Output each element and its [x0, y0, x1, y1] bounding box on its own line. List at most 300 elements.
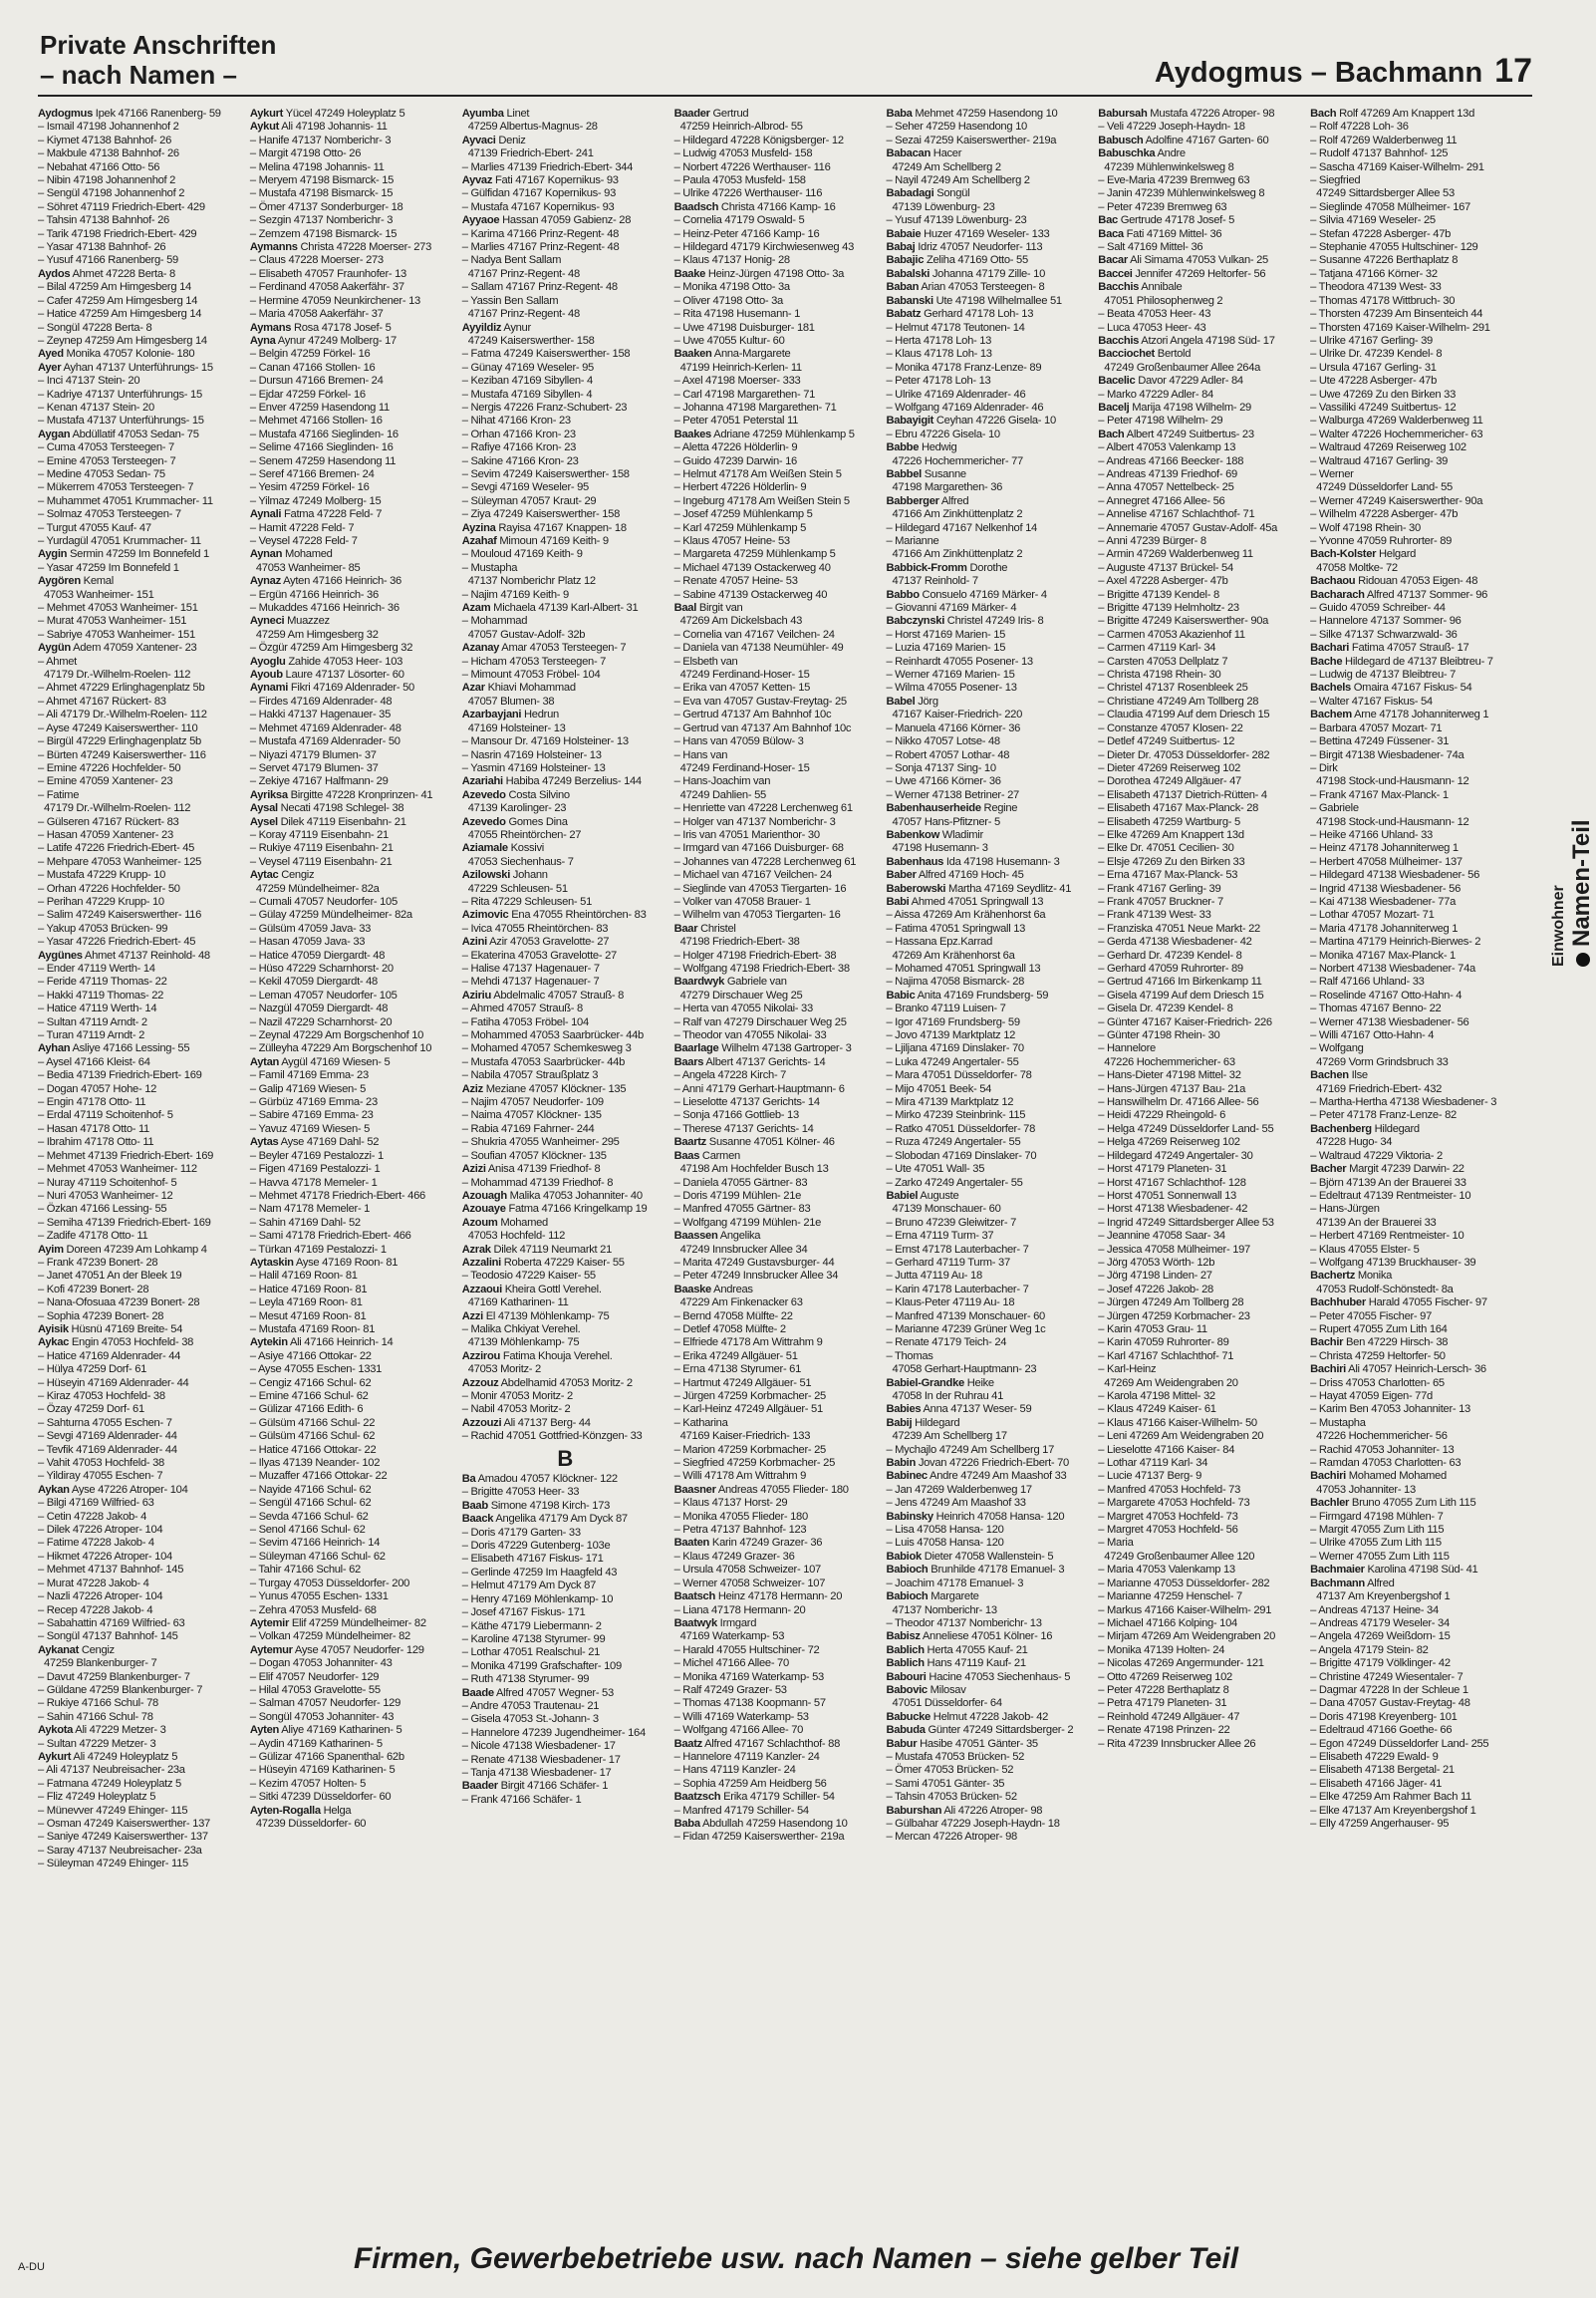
page-header-left [40, 30, 276, 90]
directory-entry: – Erna 47119 Turm- 37 [886, 1230, 994, 1243]
directory-surname-entry: Baarlage Wilhelm 47138 Gartroper- 3 [673, 1042, 852, 1055]
surname: Babatz [886, 308, 922, 321]
directory-entry: – Jessica 47058 Mülheimer- 197 [1098, 1243, 1250, 1256]
directory-entry: – Sahin 47169 Dahl- 52 [249, 1216, 361, 1229]
surname: Bac [1098, 214, 1118, 227]
directory-entry: – Fatmana 47249 Holeyplatz 5 [38, 1777, 181, 1790]
directory-entry: – Herbert 47169 Rentmeister- 10 [1310, 1230, 1464, 1243]
directory-entry: – Inci 47137 Stein- 20 [38, 375, 140, 388]
directory-entry: – Hildegard 47167 Nelkenhof 14 [886, 521, 1037, 534]
directory-entry: – Hans-Dieter 47198 Mittel- 32 [1098, 1069, 1241, 1082]
directory-entry: – Herta 47178 Loh- 13 [886, 334, 992, 347]
directory-entry: – Margareta 47259 Mühlenkamp 5 [673, 548, 836, 561]
directory-entry: – Margret 47053 Hochfeld- 56 [1098, 1524, 1238, 1537]
directory-entry: – Vassiliki 47249 Suitbertus- 12 [1310, 401, 1457, 414]
directory-entry: 47249 Innsbrucker Allee 34 [679, 1243, 808, 1256]
directory-surname-entry: Baatsch Heinz 47178 Hermann- 20 [673, 1590, 843, 1603]
directory-surname-entry: Aykut Ali 47198 Johannis- 11 [249, 121, 388, 134]
directory-surname-entry: Bachem Arne 47178 Johanniterweg 1 [1310, 709, 1489, 721]
directory-entry: – Kofi 47239 Bonert- 28 [38, 1283, 149, 1295]
directory-entry: – Nergis 47226 Franz-Schubert- 23 [461, 401, 628, 414]
directory-surname-entry: Babaj Idriz 47057 Neudorfer- 113 [886, 241, 1043, 254]
directory-entry: – Maria [1098, 1537, 1134, 1550]
directory-entry: – Willi 47178 Am Wittrahm 9 [673, 1470, 806, 1483]
directory-entry: – Margit 47055 Zum Lith 115 [1310, 1524, 1445, 1537]
directory-entry: – Figen 47169 Pestalozzi- 1 [249, 1163, 381, 1176]
directory-surname-entry: Bach-Kolster Helgard [1310, 548, 1417, 561]
directory-entry: – Yasar 47226 Friedrich-Ebert- 45 [38, 936, 196, 949]
directory-entry: – Iris van 47051 Marienthor- 30 [673, 828, 820, 841]
directory-entry: – Hans-Jürgen 47137 Bau- 21a [1098, 1082, 1246, 1095]
directory-entry: – Detlef 47249 Suitbertus- 12 [1098, 735, 1235, 748]
surname: Aynaz [249, 575, 281, 588]
directory-surname-entry: Bacelj Marija 47198 Wilhelm- 29 [1098, 401, 1251, 414]
directory-entry: – Karin 47059 Ruhrorter- 89 [1098, 1336, 1229, 1349]
directory-entry: 47057 Hans-Pfitzner- 5 [892, 815, 1000, 828]
directory-entry: – Sieglinde 47058 Mülheimer- 167 [1310, 200, 1470, 213]
directory-entry: – Aysel 47166 Kleist- 64 [38, 1055, 150, 1068]
directory-entry: – Gerlinde 47259 Im Haagfeld 43 [461, 1566, 618, 1579]
directory-entry: – Hakki 47137 Hagenauer- 35 [249, 709, 392, 721]
directory-surname-entry: Baccei Jennifer 47269 Heltorfer- 56 [1098, 267, 1266, 280]
directory-entry: – Münevver 47249 Ehinger- 115 [38, 1804, 188, 1817]
directory-entry: – Dirk [1310, 761, 1338, 774]
directory-entry: – Mehmet 47139 Friedrich-Ebert- 169 [38, 1149, 214, 1162]
directory-entry: – Kai 47138 Wiesbadener- 77a [1310, 895, 1456, 908]
surname: Azanay [461, 642, 500, 655]
directory-entry: – Petra 47137 Bahnhof- 123 [673, 1524, 807, 1537]
directory-entry: – Wolfgang 47139 Bruckhauser- 39 [1310, 1256, 1476, 1269]
surname: Bachenberg [1310, 1122, 1372, 1135]
directory-entry: – Wolfgang 47169 Aldenrader- 46 [886, 401, 1044, 414]
directory-surname-entry: Aykurt Yücel 47249 Holeyplatz 5 [249, 108, 405, 120]
directory-entry: – Melina 47198 Johannis- 11 [249, 160, 385, 173]
directory-entry: – Margit 47198 Otto- 26 [249, 147, 362, 160]
directory-entry: – Johannes van 47228 Lerchenweg 61 [673, 855, 857, 868]
directory-entry: – Guido 47059 Schreiber- 44 [1310, 602, 1446, 615]
directory-entry: – Annegret 47166 Allee- 56 [1098, 494, 1225, 507]
directory-entry: – Elisabeth 47259 Wartburg- 5 [1098, 815, 1240, 828]
directory-entry: – Christa 47198 Rhein- 30 [1098, 669, 1221, 682]
directory-entry: – Ahmed 47057 Strauß- 8 [461, 1003, 583, 1015]
directory-entry: – Liana 47178 Hermann- 20 [673, 1603, 806, 1616]
directory-entry: – Renate 47138 Wiesbadener- 17 [461, 1753, 621, 1766]
directory-entry: 47239 Mühlenwinkelsweg 8 [1104, 160, 1234, 173]
directory-entry: 47239 Am Schellberg 17 [892, 1430, 1007, 1443]
directory-entry: – Birgül 47229 Erlinghagenplatz 5b [38, 735, 201, 748]
surname: Ayten [249, 1724, 280, 1737]
directory-entry: – Gülizar 47166 Edith- 6 [249, 1403, 364, 1416]
directory-entry: – Firdes 47169 Aldenrader- 48 [249, 695, 393, 708]
directory-surname-entry: Baba Mehmet 47259 Hasendong 10 [886, 108, 1058, 120]
directory-surname-entry: Babuschka Andre [1098, 147, 1186, 160]
directory-entry: – Ekaterina 47053 Gravelotte- 27 [461, 949, 617, 962]
directory-surname-entry: Aziriu Abdelmalic 47057 Strauß- 8 [461, 989, 625, 1002]
directory-entry: – Jens 47249 Am Maashof 33 [886, 1497, 1026, 1510]
directory-entry: – Josef 47167 Fiskus- 171 [461, 1606, 586, 1619]
directory-entry: – Meryem 47198 Bismarck- 15 [249, 174, 395, 187]
directory-entry: – Luka 47249 Angertaler- 55 [886, 1055, 1019, 1068]
directory-entry: – Söhret 47119 Friedrich-Ebert- 429 [38, 200, 205, 213]
surname: Baatsch [673, 1590, 716, 1603]
directory-entry: 47269 Vorm Grindsbruch 33 [1316, 1055, 1449, 1068]
directory-entry: – Elif 47057 Neudorfer- 129 [249, 1670, 380, 1683]
surname: Baaten [673, 1537, 710, 1550]
directory-surname-entry: Baack Angelika 47179 Am Dyck 87 [461, 1513, 628, 1526]
directory-entry: – Jeannine 47058 Saar- 34 [1098, 1230, 1225, 1243]
directory-entry: – Nicolas 47269 Angermunder- 121 [1098, 1657, 1264, 1670]
directory-entry: – Ulrike 47169 Aldenrader- 46 [886, 388, 1026, 401]
directory-surname-entry: Bach Rolf 47269 Am Knappert 13d [1310, 108, 1475, 120]
directory-entry: – Nebahat 47166 Otto- 56 [38, 160, 160, 173]
surname: Aysal [249, 802, 278, 815]
directory-entry: – Hildegard 47228 Königsberger- 12 [673, 134, 844, 146]
directory-surname-entry: Babur Hasibe 47051 Gänter- 35 [886, 1737, 1038, 1750]
directory-surname-entry: Aytac Cengiz [249, 869, 315, 882]
directory-entry: – Murat 47228 Jakob- 4 [38, 1577, 149, 1589]
directory-surname-entry: Azar Khiavi Mohammad [461, 682, 576, 695]
directory-entry: – Erdal 47119 Schoitenhof- 5 [38, 1109, 173, 1122]
surname: Babovic [886, 1683, 928, 1696]
surname: Aykut [249, 121, 280, 134]
directory-entry: – Uwe 47269 Zu den Birken 33 [1310, 388, 1456, 401]
directory-surname-entry: Babij Hildegard [886, 1416, 960, 1429]
directory-entry: – Mustapha [1310, 1416, 1366, 1429]
directory-entry: – Holger van 47137 Nomberichr- 3 [673, 815, 836, 828]
surname: Ayoub [249, 669, 283, 682]
directory-entry: – Orhan 47226 Hochfelder- 50 [38, 882, 180, 895]
directory-surname-entry: Babic Anita 47169 Frundsberg- 59 [886, 989, 1049, 1002]
directory-entry: – Franziska 47051 Neue Markt- 22 [1098, 922, 1260, 935]
directory-surname-entry: Baaken Anna-Margarete [673, 348, 791, 361]
directory-surname-entry: Ayer Ayhan 47137 Unterführungs- 15 [38, 361, 213, 374]
directory-entry: – Björn 47139 An der Brauerei 33 [1310, 1176, 1466, 1189]
directory-entry: – Bilgi 47169 Wilfried- 63 [38, 1497, 154, 1510]
directory-entry: – Zeynal 47229 Am Borgschenhof 10 [249, 1029, 424, 1042]
directory-entry: – Oliver 47198 Otto- 3a [673, 294, 783, 307]
surname: Baas [673, 1149, 700, 1162]
side-tab [1540, 777, 1595, 977]
directory-entry: – Lothar 47051 Realschul- 21 [461, 1646, 601, 1659]
directory-entry: – Yasar 47138 Bahnhof- 26 [38, 241, 166, 254]
directory-entry: – Turgut 47055 Kauf- 47 [38, 521, 151, 534]
directory-entry: – Mijo 47051 Beek- 54 [886, 1082, 992, 1095]
surname: Ayed [38, 348, 64, 361]
directory-surname-entry: Bachen Ilse [1310, 1069, 1368, 1082]
directory-entry: 47053 Wanheimer- 85 [255, 561, 361, 574]
directory-entry: – Mehmet 47053 Wanheimer- 112 [38, 1163, 197, 1176]
surname: Bacher [1310, 1163, 1347, 1176]
directory-entry: – Hicham 47053 Tersteegen- 7 [461, 655, 607, 668]
surname: Bachir [1310, 1336, 1344, 1349]
surname: Babiel-Grandke [886, 1376, 964, 1389]
directory-entry: – Frank 47167 Gerling- 39 [1098, 882, 1221, 895]
surname: Baader [461, 1780, 498, 1793]
directory-entry: – Ivica 47055 Rheintörchen- 83 [461, 922, 609, 935]
directory-entry: – Erika van 47057 Ketten- 15 [673, 682, 811, 695]
surname: Aygin [38, 548, 68, 561]
directory-entry: – Dana 47057 Gustav-Freytag- 48 [1310, 1697, 1470, 1710]
surname: Bablich [886, 1643, 925, 1656]
directory-entry: – Nabil 47053 Moritz- 2 [461, 1403, 571, 1416]
directory-column [1098, 108, 1310, 2230]
directory-surname-entry: Baake Heinz-Jürgen 47198 Otto- 3a [673, 267, 845, 280]
directory-entry: – Nasrin 47169 Holsteiner- 13 [461, 748, 602, 761]
directory-entry: – Karola 47198 Mittel- 32 [1098, 1390, 1215, 1402]
surname: Bache [1310, 655, 1343, 668]
directory-entry: – Mehmet 47178 Friedrich-Ebert- 466 [249, 1189, 425, 1202]
directory-entry: – Seher 47259 Hasendong 10 [886, 121, 1027, 134]
directory-entry: – Süleyman 47166 Schul- 62 [249, 1550, 386, 1563]
surname: Babanski [886, 294, 933, 307]
directory-entry: – Henry 47169 Möhlenkamp- 10 [461, 1592, 614, 1605]
directory-entry: – Frank 47166 Schäfer- 1 [461, 1793, 582, 1806]
directory-entry: – Shukria 47055 Wanheimer- 295 [461, 1136, 620, 1149]
directory-entry: – Rolf 47228 Loh- 36 [1310, 121, 1409, 134]
directory-entry: – Maria 47178 Johanniterweg 1 [1310, 922, 1459, 935]
directory-entry: – Armin 47269 Walderbenweg 11 [1098, 548, 1253, 561]
surname: Aymans [249, 321, 292, 334]
directory-entry: 47249 Am Schellberg 2 [892, 160, 1001, 173]
directory-entry: – Elsje 47269 Zu den Birken 33 [1098, 855, 1245, 868]
surname: Baccei [1098, 267, 1133, 280]
directory-entry: – Sabahattin 47169 Wilfried- 63 [38, 1616, 185, 1629]
directory-surname-entry: Aziz Meziane 47057 Klöckner- 135 [461, 1082, 627, 1095]
directory-entry: – Ulrike 47055 Zum Lith 115 [1310, 1537, 1442, 1550]
directory-entry: – Peter 47228 Berthaplatz 8 [1098, 1683, 1229, 1696]
surname: Azizi [461, 1163, 486, 1176]
directory-entry: – Elke 47137 Am Kreyenbergshof 1 [1310, 1804, 1476, 1817]
directory-surname-entry: Bacher Margit 47239 Darwin- 22 [1310, 1163, 1464, 1176]
directory-entry: – Erna 47167 Max-Planck- 53 [1098, 869, 1238, 882]
surname: Aytemur [249, 1643, 293, 1656]
directory-surname-entry: Babayigit Ceyhan 47226 Gisela- 10 [886, 415, 1056, 428]
directory-entry: – Thomas 47167 Benno- 22 [1310, 1003, 1442, 1015]
surname: Aytemir [249, 1616, 290, 1629]
directory-entry: – Wolfgang [1310, 1042, 1364, 1055]
surname: Baba [673, 1818, 700, 1830]
directory-surname-entry: Aydogmus Ipek 47166 Ranenberg- 59 [38, 108, 221, 120]
directory-entry: 47229 Am Finkenacker 63 [679, 1296, 803, 1309]
directory-entry: – Andreas 47137 Heine- 34 [1310, 1603, 1439, 1616]
directory-entry: – Sascha 47169 Kaiser-Wilhelm- 291 [1310, 160, 1484, 173]
directory-entry: – Wolfgang 47198 Friedrich-Ebert- 38 [673, 963, 850, 975]
directory-entry: – Sonja 47137 Sing- 10 [886, 761, 996, 774]
directory-entry: – Kezim 47057 Holten- 5 [249, 1777, 367, 1790]
directory-entry: 47249 Großenbaumer Allee 120 [1104, 1550, 1255, 1563]
surname: Baber [886, 869, 917, 882]
directory-surname-entry: Aykan Ayse 47226 Atroper- 104 [38, 1483, 188, 1496]
directory-entry: – Michel 47166 Allee- 70 [673, 1657, 789, 1670]
surname: Aygün [38, 642, 71, 655]
directory-surname-entry: Azoum Mohamed [461, 1216, 548, 1229]
directory-entry: – Nicole 47138 Wiesbadener- 17 [461, 1740, 616, 1753]
directory-entry: – Beyler 47169 Pestalozzi- 1 [249, 1149, 384, 1162]
directory-entry: – Holger 47198 Friedrich-Ebert- 38 [673, 949, 837, 962]
directory-entry: 47137 Am Kreyenbergshof 1 [1316, 1590, 1451, 1603]
directory-entry: – Ömer 47053 Brücken- 52 [886, 1764, 1014, 1777]
directory-entry: – Ingeburg 47178 Am Weißen Stein 5 [673, 494, 850, 507]
directory-entry: – Tanja 47138 Wiesbadener- 17 [461, 1766, 612, 1779]
surname: Aytas [249, 1136, 279, 1149]
directory-entry: – Slobodan 47169 Dinslaker- 70 [886, 1149, 1037, 1162]
directory-entry: – Mirjam 47269 Am Weidengraben 20 [1098, 1630, 1276, 1643]
surname: Ayvaz [461, 174, 493, 187]
directory-entry: – Salman 47057 Neudorfer- 129 [249, 1697, 400, 1710]
directory-entry: – Horst 47138 Wiesbadener- 42 [1098, 1203, 1248, 1216]
directory-entry: 47179 Dr.-Wilhelm-Roelen- 112 [44, 802, 191, 815]
directory-entry: – Zekiye 47167 Halfmann- 29 [249, 775, 389, 788]
directory-entry: – Christine 47249 Wiesentaler- 7 [1310, 1670, 1463, 1683]
directory-surname-entry: Azam Michaela 47139 Karl-Albert- 31 [461, 602, 639, 615]
directory-entry: – Hatice 47059 Diergardt- 48 [249, 949, 386, 962]
directory-entry: – Mohamed 47051 Springwall 13 [886, 963, 1041, 975]
directory-entry: – Robert 47057 Lothar- 48 [886, 748, 1010, 761]
directory-entry: – Mercan 47226 Atroper- 98 [886, 1831, 1017, 1844]
directory-entry: – Senol 47166 Schul- 62 [249, 1524, 366, 1537]
directory-entry: – Hildegard 47179 Kirchwiesenweg 43 [673, 241, 855, 254]
directory-entry: – Cuma 47053 Tersteegen- 7 [38, 441, 174, 454]
directory-entry: – Mustafa 47198 Bismarck- 15 [249, 187, 394, 200]
directory-entry: – Irmgard van 47166 Duisburger- 68 [673, 842, 844, 855]
directory-entry: – Jürgen 47259 Korbmacher- 23 [1098, 1309, 1250, 1322]
directory-entry: – Mehmet 47166 Stollen- 16 [249, 415, 383, 428]
directory-column [1310, 108, 1522, 2230]
directory-entry: – Hatice 47166 Ottokar- 22 [249, 1443, 377, 1456]
directory-surname-entry: Bacchis Annibale [1098, 281, 1183, 294]
side-tab-big [1568, 819, 1596, 967]
directory-entry: – Aletta 47226 Hölderlin- 9 [673, 441, 798, 454]
directory-entry: – Nazil 47229 Scharnhorst- 20 [249, 1015, 393, 1028]
directory-entry: – Cafer 47259 Am Himgesberg 14 [38, 294, 198, 307]
surname: Baca [1098, 227, 1124, 240]
surname: Babij [886, 1416, 913, 1429]
directory-entry: 47269 Am Weidengraben 20 [1104, 1376, 1238, 1389]
surname: Bachem [1310, 709, 1352, 721]
directory-entry: – Songül 47137 Bahnhof- 145 [38, 1630, 178, 1643]
directory-surname-entry: Babinec Andre 47249 Am Maashof 33 [886, 1470, 1067, 1483]
directory-surname-entry: Ayten Aliye 47169 Katharinen- 5 [249, 1724, 402, 1737]
surname: Babuda [886, 1724, 926, 1737]
directory-entry: – Petra 47179 Planeten- 31 [1098, 1697, 1227, 1710]
directory-surname-entry: Bacciochet Bertold [1098, 348, 1192, 361]
directory-entry: – Igor 47169 Frundsberg- 59 [886, 1015, 1020, 1028]
directory-column [674, 108, 887, 2230]
directory-surname-entry: Babusch Adolfine 47167 Garten- 60 [1098, 134, 1269, 146]
directory-entry: – Gertrud van 47137 Am Bahnhof 10c [673, 721, 852, 734]
directory-entry: – Sahturna 47055 Eschen- 7 [38, 1416, 172, 1429]
directory-surname-entry: Ayoub Laure 47137 Lösorter- 60 [249, 669, 404, 682]
directory-entry: – Hüseyin 47169 Aldenrader- 44 [38, 1376, 189, 1389]
directory-entry: – Siegfried [1310, 174, 1361, 187]
directory-entry: – Solmaz 47053 Tersteegen- 7 [38, 508, 181, 521]
surname: Bach-Kolster [1310, 548, 1377, 561]
directory-entry: – Lieselotte 47166 Kaiser- 84 [1098, 1443, 1235, 1456]
surname: Azimovic [461, 909, 509, 922]
directory-surname-entry: Babinsky Heinrich 47058 Hansa- 120 [886, 1510, 1065, 1523]
header-name-range: Aydogmus – Bachmann [1154, 57, 1483, 89]
directory-surname-entry: Babovic Milosav [886, 1683, 966, 1696]
directory-surname-entry: Babiel-Grandke Heike [886, 1376, 994, 1389]
directory-entry: – Tahsin 47138 Bahnhof- 26 [38, 214, 169, 227]
directory-surname-entry: Bachmann Alfred [1310, 1577, 1395, 1589]
surname: Babberger [886, 494, 939, 507]
header-subcategory: – nach Namen – [40, 60, 237, 90]
directory-entry: – Ejdar 47259 Förkel- 16 [249, 388, 366, 401]
directory-surname-entry: Baartz Susanne 47051 Kölner- 46 [673, 1136, 835, 1149]
directory-entry: – Thorsten 47239 Am Binsenteich 44 [1310, 308, 1483, 321]
directory-surname-entry: Azariahi Habiba 47249 Berzelius- 144 [461, 775, 642, 788]
page-footer: Firmen, Gewerbebetriebe usw. nach Namen – siehe gelber Teil [353, 2242, 1239, 2275]
directory-entry: – Thomas [886, 1349, 933, 1362]
directory-entry: – Dogan 47057 Hohe- 12 [38, 1082, 157, 1095]
directory-entry: – Dieter Dr. 47053 Düsseldorfer- 282 [1098, 748, 1270, 761]
surname: Bacharach [1310, 588, 1365, 601]
directory-entry: – Zeynep 47259 Am Himgesberg 14 [38, 334, 207, 347]
directory-entry: – Gertrud 47166 Im Birkenkamp 11 [1098, 976, 1262, 989]
surname: Bachiri [1310, 1363, 1346, 1376]
directory-entry: 47259 Mündelheimer- 82a [255, 882, 380, 895]
surname: Aynali [249, 508, 282, 521]
directory-entry: – Nayil 47249 Am Schellberg 2 [886, 174, 1030, 187]
directory-surname-entry: Bacelic Davor 47229 Adler- 84 [1098, 375, 1243, 388]
side-tab-small: Einwohner [1550, 885, 1567, 967]
directory-entry: – Branko 47119 Luisen- 7 [886, 1003, 1006, 1015]
surname: Ayriksa [249, 788, 288, 801]
directory-entry: – Erna 47138 Styrumer- 61 [673, 1363, 802, 1376]
directory-entry: – Renate 47198 Prinzen- 22 [1098, 1724, 1230, 1737]
directory-entry: – Doris 47229 Gutenberg- 103e [461, 1540, 611, 1553]
directory-entry: – Markus 47166 Kaiser-Wilhelm- 291 [1098, 1603, 1272, 1616]
directory-entry: 47051 Philosophenweg 2 [1104, 294, 1223, 307]
directory-surname-entry: Ayriksa Birgitte 47228 Kronprinzen- 41 [249, 788, 433, 801]
directory-entry: – Theodor van 47055 Nikolai- 33 [673, 1029, 827, 1042]
directory-entry: – Ali 47179 Dr.-Wilhelm-Roelen- 112 [38, 709, 207, 721]
directory-entry: – Herta van 47055 Nikolai- 33 [673, 1003, 813, 1015]
directory-entry: – Najima 47058 Bismarck- 28 [886, 976, 1025, 989]
directory-surname-entry: Ayvaz Fati 47167 Kopernikus- 93 [461, 174, 619, 187]
surname: Bachertz [1310, 1270, 1356, 1283]
directory-surname-entry: Aykota Ali 47229 Metzer- 3 [38, 1724, 166, 1737]
surname: Ayyildiz [461, 321, 502, 334]
surname: Bachmann [1310, 1577, 1365, 1589]
directory-surname-entry: Aytekin Ali 47166 Heinrich- 14 [249, 1336, 394, 1349]
surname: Babbel [886, 467, 922, 480]
directory-entry: – Sonja 47166 Gottlieb- 13 [673, 1109, 799, 1122]
directory-entry: – Fatima 47051 Springwall 13 [886, 922, 1026, 935]
directory-entry: – Leman 47057 Neudorfer- 105 [249, 989, 398, 1002]
directory-entry: – Bedia 47139 Friedrich-Ebert- 169 [38, 1069, 202, 1082]
directory-entry: – Ebru 47226 Gisela- 10 [886, 428, 1000, 440]
directory-entry: – Wolfgang 47199 Mühlen- 21e [673, 1216, 822, 1229]
directory-entry: 47053 Hochfeld- 112 [467, 1230, 566, 1243]
directory-entry: – Angela 47269 Weißdorn- 15 [1310, 1630, 1451, 1643]
surname: Baakes [673, 428, 711, 440]
directory-surname-entry: Babacan Hacer [886, 147, 962, 160]
directory-surname-entry: Bachler Bruno 47055 Zum Lith 115 [1310, 1497, 1476, 1510]
directory-entry: – Bruno 47239 Gleiwitzer- 7 [886, 1216, 1017, 1229]
directory-entry: – Aissa 47269 Am Krähenhorst 6a [886, 909, 1046, 922]
directory-entry: – Ralf 47249 Grazer- 53 [673, 1683, 787, 1696]
directory-entry: – Ute 47228 Asberger- 47b [1310, 375, 1437, 388]
surname: Aykan [38, 1483, 70, 1496]
directory-entry: – Elisabeth 47137 Dietrich-Rütten- 4 [1098, 788, 1267, 801]
directory-entry: – Türkan 47169 Pestalozzi- 1 [249, 1243, 387, 1256]
directory-entry: – Peter 47178 Franz-Lenze- 82 [1310, 1109, 1457, 1122]
directory-entry: – Michael 47166 Kolping- 104 [1098, 1616, 1237, 1629]
directory-entry: – Margarete 47053 Hochfeld- 73 [1098, 1497, 1250, 1510]
directory-entry: – Monika 47178 Franz-Lenze- 89 [886, 361, 1042, 374]
